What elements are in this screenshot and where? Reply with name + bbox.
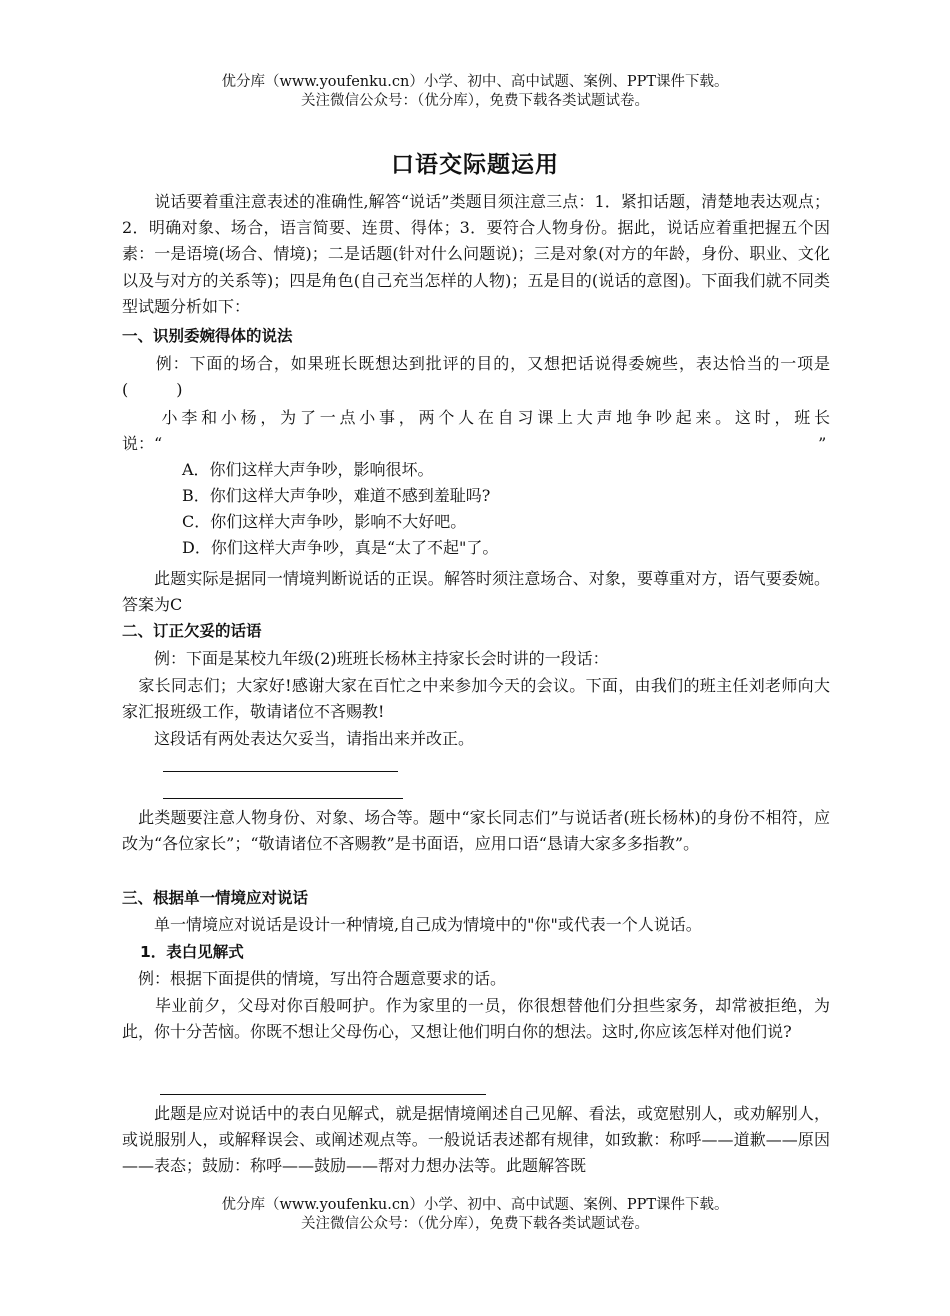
option-c: C．你们这样大声争吵，影响不大好吧。 bbox=[182, 512, 467, 531]
section-3-example: 例：根据下面提供的情境，写出符合题意要求的话。 bbox=[122, 969, 507, 988]
header-line-2: 关注微信公众号：（优分库），免费下载各类试题试卷。 bbox=[301, 93, 649, 109]
option-d: D．你们这样大声争吵，真是“太了不起"了。 bbox=[182, 538, 499, 557]
page-footer bbox=[0, 1196, 950, 1234]
footer-line-1: 优分库（www.youfenku.cn）小学、初中、高中试题、案例、PPT课件下载。 bbox=[221, 1197, 729, 1213]
section-1-heading: 一、识别委婉得体的说法 bbox=[122, 327, 293, 345]
section-1-analysis: 此题实际是据同一情境判断说话的正误。解答时须注意场合、对象，要尊重对方，语气要委婉。答案为C bbox=[122, 569, 830, 615]
section-3-heading: 三、根据单一情境应对说话 bbox=[122, 889, 309, 907]
option-a: A．你们这样大声争吵，影响很坏。 bbox=[182, 460, 434, 479]
section-3-sub-heading: 1．表白见解式 bbox=[140, 943, 244, 961]
intro-paragraph: 说话要着重注意表述的准确性,解答“说话”类题目须注意三点：1．紧扣话题，清楚地表达观点；2．明确对象、场合，语言简要、连贯、得体；3．要符合人物身份。据此，说话应着重把握五个因素：一是语境(场合、情境)；二是话题(针对什么问题说)；三是对象(对方的年龄，身份、职业、文化以及与对方的关系等)；四是角色(自己充当怎样的人物)；五是目的(说话的意图)。下面我们就不同类型试题分析如下： bbox=[122, 192, 830, 316]
section-3-intro: 单一情境应对说话是设计一种情境,自己成为情境中的"你"或代表一个人说话。 bbox=[122, 915, 702, 934]
section-3-analysis: 此题是应对说话中的表白见解式，就是据情境阐述自己见解、看法，或宽慰别人，或劝解别人，或说服别人，或解释误会、或阐述观点等。一般说话表述都有规律，如致歉：称呼——道歉——原因——表态；鼓励：称呼——鼓励——帮对力想办法等。此题解答既 bbox=[122, 1104, 830, 1176]
section-2-heading: 二、订正欠妥的话语 bbox=[122, 622, 262, 640]
section-2-analysis: 此类题要注意人物身份、对象、场合等。题中“家长同志们”与说话者(班长杨林)的身份不相符，应改为“各位家长”；“敬请诸位不吝赐教”是书面语，应用口语“恳请大家多多指教”。 bbox=[122, 808, 830, 854]
option-b: B．你们这样大声争吵，难道不感到羞耻吗? bbox=[182, 486, 491, 505]
section-2-speech: 家长同志们；大家好!感谢大家在百忙之中来参加今天的会议。下面，由我们的班主任刘老师向大家汇报班级工作，敬请诸位不吝赐教! bbox=[122, 676, 830, 722]
section-3-scenario: 毕业前夕，父母对你百般呵护。作为家里的一员，你很想替他们分担些家务，却常被拒绝，为此，你十分苦恼。你既不想让父母伤心，又想让他们明白你的想法。这时,你应该怎样对他们说? bbox=[122, 996, 830, 1042]
section-1-example: 例：下面的场合，如果班长既想达到批评的目的，又想把话说得委婉些，表达恰当的一项是 ( ) bbox=[122, 354, 847, 400]
page-header bbox=[0, 73, 950, 111]
answer-blank-2[interactable] bbox=[163, 798, 403, 799]
header-line-1: 优分库（www.youfenku.cn）小学、初中、高中试题、案例、PPT课件下载。 bbox=[221, 74, 729, 90]
answer-blank-3[interactable] bbox=[160, 1094, 486, 1095]
page-title: 口语交际题运用 bbox=[391, 152, 559, 178]
section-2-question: 这段话有两处表达欠妥当，请指出来并改正。 bbox=[122, 729, 475, 748]
answer-blank-1[interactable] bbox=[163, 771, 398, 772]
section-1-scenario: 小李和小杨，为了一点小事，两个人在自习课上大声地争吵起来。这时，班长说：“ ” bbox=[122, 408, 830, 454]
section-2-example: 例：下面是某校九年级(2)班班长杨林主持家长会时讲的一段话： bbox=[122, 649, 609, 668]
footer-line-2: 关注微信公众号：（优分库），免费下载各类试题试卷。 bbox=[301, 1216, 649, 1232]
